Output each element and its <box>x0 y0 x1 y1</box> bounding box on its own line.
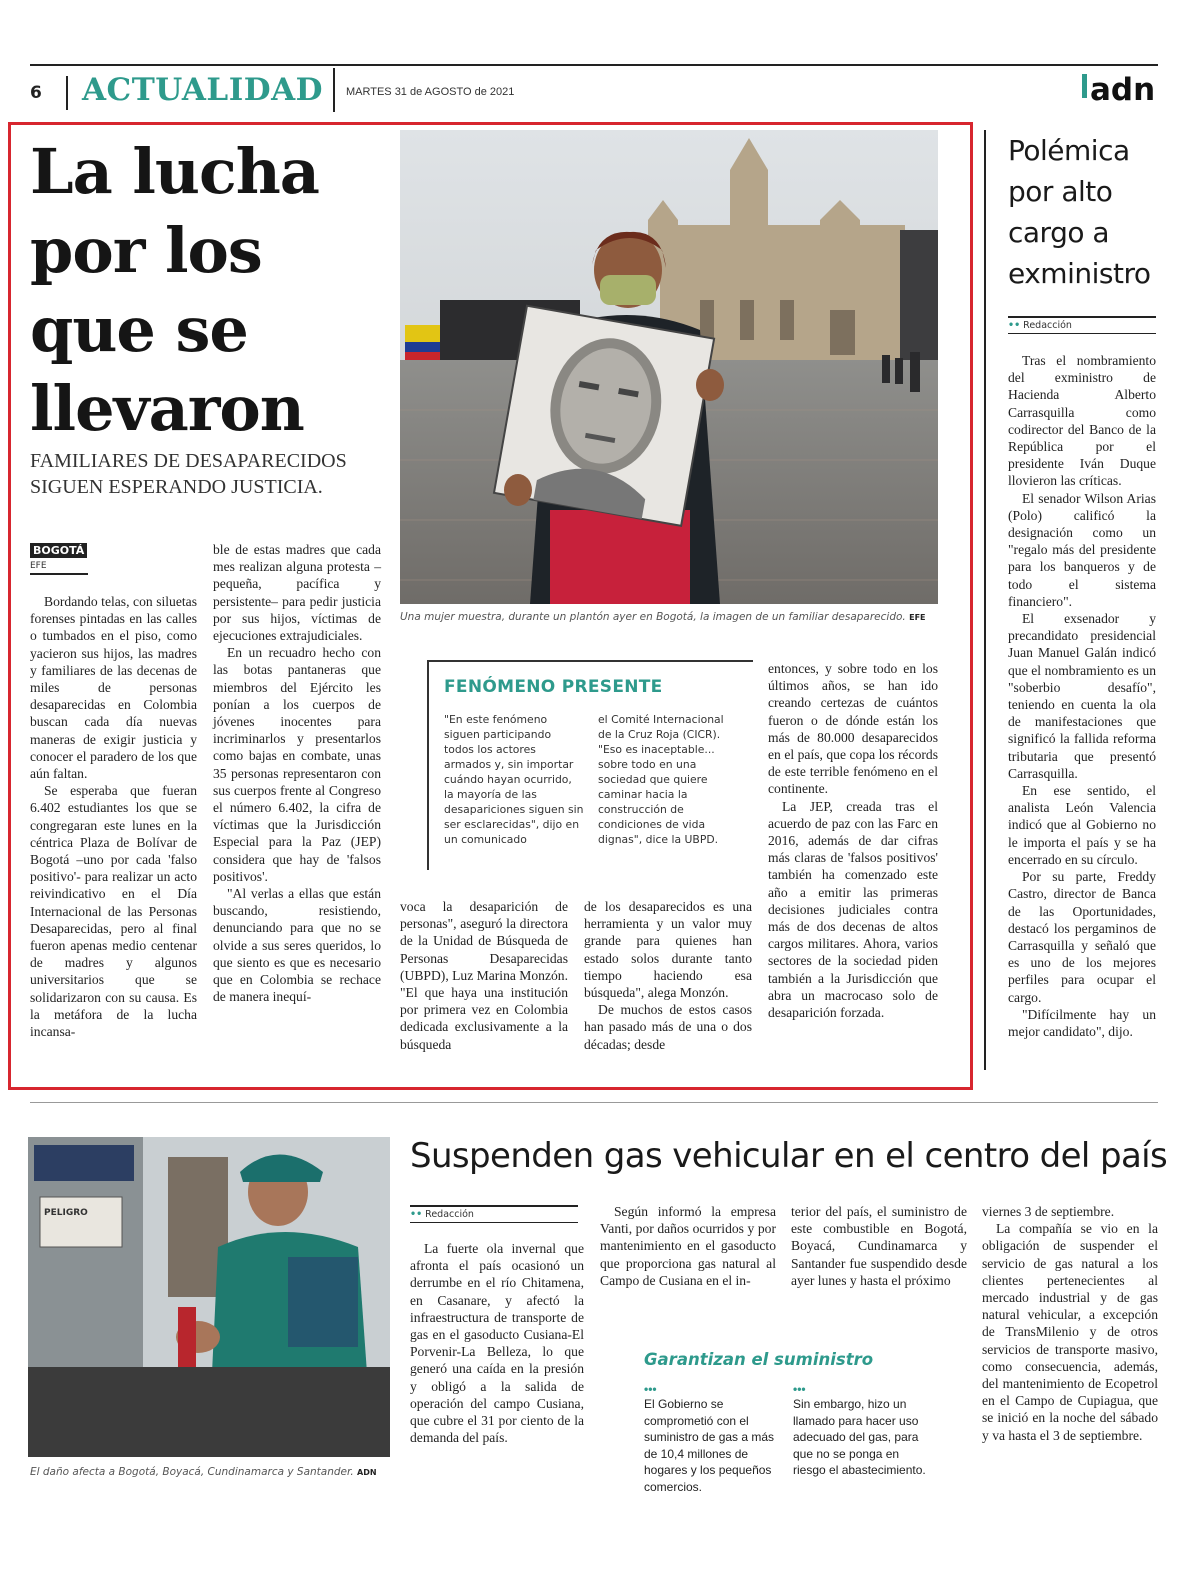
main-column-5 <box>768 660 938 1021</box>
paragraph: Según informó la empresa Vanti, por daños ocurridos y por mantenimiento en el gasoducto que proporciona gas natural al Campo de Cusiana en el in- <box>600 1204 776 1288</box>
photo-caption <box>400 611 960 623</box>
paragraph: La fuerte ola invernal que afronta el país ocasionó un derrumbe en el río Chitamena, en Casanare, y afectó la infraestructura de transporte de gas en el gasoducto Cusiana-El Porvenir-La Belleza, lo que generó una caída en la presión y obligó a la salida de operación del campo Cusiana, que cubre el 31 por ciento de la demanda del país. <box>410 1241 584 1446</box>
dots-icon: •• <box>1008 320 1021 331</box>
fenomeno-box-title: FENÓMENO PRESENTE <box>444 677 663 697</box>
main-subhead: FAMILIARES DE DESAPARECIDOS SIGUEN ESPERANDO JUSTICIA. <box>30 450 347 498</box>
paragraph: El senador Wilson Arias (Polo) calificó la designación como un "regalo más del presidente para los banqueros y de todo el sistema financiero". <box>1008 490 1156 609</box>
paragraph: El exsenador y precandidato presidencial Juan Manuel Galán indicó que el nombramiento es un "soberbio desafío", teniendo en cuenta la ola de manifestaciones que significó la fallida reforma tributaria que presentó Carrasquilla. <box>1008 611 1156 781</box>
paragraph: Bordando telas, con siluetas forenses pintadas en las calles o tumbados en el piso, como yacieron sus hijos, las madres y familiares de las decenas de miles de personas desaparecidas en Colombia buscan cada día nuevas maneras de exigir justicia y conocer el paradero de los que aún faltan. <box>30 594 197 782</box>
dateline <box>30 539 88 575</box>
paragraph: entonces, y sobre todo en los últimos años, se han ido creando certezas de cuántos fueron o de dónde están los más de 80.000 desaparecidos en el país, que copa los récords de este terrible fenómeno en el continente. <box>768 661 938 797</box>
gas-headline: Suspenden gas vehicular en el centro del país <box>410 1136 1168 1176</box>
gas-byline <box>410 1205 578 1223</box>
byline-text: Redacción <box>1023 320 1072 331</box>
paragraph: "Al verlas a ellas que están buscando, resistiendo, denunciando para que no se olvide a sus seres queridos, lo que siento es que es necesario que en Colombia se rechace de manera inequí- <box>213 886 381 1005</box>
dots-icon: •• <box>410 1209 423 1220</box>
protest-photo <box>400 130 938 604</box>
issue-date: MARTES 31 de AGOSTO de 2021 <box>346 86 515 98</box>
byline-text: Redacción <box>425 1209 474 1220</box>
dateline-rule <box>30 573 88 575</box>
paragraph: En un recuadro hecho con las botas pantaneras que miembros del Ejército les ponían a los cuerpos de jóvenes inocentes para incriminarlos y presentarlos como bajas en combate, unas 35 personas representaron con sus cuerpos frente al Congreso el número 6.402, la cifra de víctimas que la Jurisdicción Especial para la Paz (JEP) considera que hay de 'falsos positivos'. <box>213 645 381 884</box>
logo-text: adn <box>1090 72 1156 106</box>
main-headline: La lucha por los que se llevaron <box>30 135 319 445</box>
paragraph: "Difícilmente hay un mejor candidato", dijo. <box>1008 1006 1156 1039</box>
caption-text: Una mujer muestra, durante un plantón ayer en Bogotá, la imagen de un familiar desaparecido. <box>400 611 906 623</box>
caption-text: El daño afecta a Bogotá, Boyacá, Cundinamarca y Santander. <box>30 1466 354 1478</box>
main-column-2 <box>213 541 381 1005</box>
caption-credit: ADN <box>357 1468 377 1477</box>
story-separator <box>30 1102 1158 1103</box>
paragraph: Se esperaba que fueran 6.402 estudiantes los que se congregaran este lunes en la céntrica Plaza de Bolívar de Bogotá –uno por cada 'falso positivo'- para realizar un acto reivindicativo en el Día Internacional de las Personas Desaparecidas, pero al final fueron apenas medio centenar de madres y algunos universitarios que se solidarizaron con su causa. Es la metáfora de la lucha incansa- <box>30 783 197 1040</box>
garantizan-item-1 <box>644 1384 778 1495</box>
fenomeno-box-col-2: el Comité Internacional de la Cruz Roja (CICR). "Eso es inaceptable... sobre todo en una sociedad que quiere caminar hacia la construcción de condiciones de vida dignas", dice la UBPD. <box>598 713 724 846</box>
dots-icon: ••• <box>644 1382 657 1396</box>
garantizan-text: Sin embargo, hizo un llamado para hacer uso adecuado del gas, para que no se ponga en riesgo el abastecimiento. <box>793 1397 926 1477</box>
side-byline <box>1008 316 1156 334</box>
top-rule <box>30 64 1158 66</box>
paragraph: Por su parte, Freddy Castro, director de Banca de las Oportunidades, destacó los pergaminos de Carrasquilla y señaló que es uno de los mejores perfiles para ocupar el cargo. <box>1008 869 1156 1005</box>
paragraph: La JEP, creada tras el acuerdo de paz con las Farc en 2016, además de dar cifras más claras de 'falsos positivos' también ha comenzado este año a emitir las primeras decisiones judiciales contra más de dos decenas de altos cargos militares. Ahora, varios sectores de la sociedad piden también a la Jurisdicción que abra un macrocaso solo de desaparición forzada. <box>768 798 938 1021</box>
paragraph: Tras el nombramiento del exministro de Hacienda Alberto Carrasquilla como codirector del Banco de la República por el presidente Iván Duque llovieron las críticas. <box>1008 353 1156 489</box>
paragraph: De muchos de estos casos han pasado más de una o dos décadas; desde <box>584 1002 752 1052</box>
paragraph: La compañía se vio en la obligación de suspender el servicio de gas natural a los clientes pertenecientes al mercado industrial y de gas natural vehicular, a excepción de TransMilenio y de otros servicios de transporte masivo, como consecuencia, además, del mantenimiento de Ecopetrol en el Campo de Cupiagua, que se inició en la noche del sábado y va hasta el 3 de septiembre. <box>982 1221 1158 1443</box>
paragraph: viernes 3 de septiembre. <box>982 1204 1115 1219</box>
garantizan-title: Garantizan el suministro <box>644 1350 874 1369</box>
dots-icon: ••• <box>793 1382 806 1396</box>
main-column-1 <box>30 593 197 1040</box>
paragraph: de los desaparecidos es una herramienta y un valor muy grande para quienes han estado solos durante tanto tiempo haciendo esa búsqueda", alega Monzón. <box>584 899 752 1001</box>
paragraph: ble de estas madres que cada mes realizan alguna protesta –pequeña, pacífica y persistente– para pedir justicia por sus hijos, víctimas de ejecuciones extrajudiciales. <box>213 542 381 644</box>
main-column-4 <box>584 898 752 1053</box>
garantizan-item-2 <box>793 1384 933 1479</box>
caption-credit: EFE <box>909 613 926 622</box>
garantizan-text: El Gobierno se comprometió con el suministro de gas a más de 10,4 millones de hogares y los pequeños comercios. <box>644 1397 775 1494</box>
column-rule <box>984 130 986 1070</box>
paragraph: voca la desaparición de personas", aseguró la directora de la Unidad de Búsqueda de Personas Desaparecidas (UBPD), Luz Marina Monzón. "El que haya una institución por primera vez en Colombia dedicada exclusivamente a la búsqueda <box>400 899 569 1052</box>
section-title: ACTUALIDAD <box>82 68 335 112</box>
fenomeno-box-col-1: "En este fenómeno siguen participando todos los actores armados y, sin importar cuándo hayan ocurrido, la mayoría de las desapariciones siguen sin ser esclarecidas", dijo en un comunicado <box>444 713 584 846</box>
dateline-source: EFE <box>30 561 47 571</box>
danger-sign-text: PELIGRO <box>44 1208 88 1218</box>
paragraph: terior del país, el suministro de este combustible en Bogotá, Boyacá, Cundinamarca y Santander fue suspendido desde ayer lunes y hasta el próximo <box>791 1204 967 1288</box>
gas-column-4 <box>982 1203 1158 1444</box>
main-column-3 <box>400 898 568 1053</box>
gas-column-3 <box>791 1203 967 1289</box>
adn-logo <box>1082 68 1160 106</box>
gas-column-2 <box>600 1203 776 1289</box>
paragraph: En ese sentido, el analista León Valencia indicó que al Gobierno no le importa el país y se ha encerrado en su círculo. <box>1008 783 1156 867</box>
side-body <box>1008 352 1156 1040</box>
gas-station-photo <box>28 1137 390 1457</box>
side-headline: Polémica por alto cargo a exministro <box>1008 134 1151 290</box>
gas-column-1 <box>410 1240 584 1446</box>
gas-photo-caption <box>30 1466 390 1478</box>
page-number: 6 <box>30 76 68 110</box>
dateline-location: BOGOTÁ <box>30 543 87 558</box>
